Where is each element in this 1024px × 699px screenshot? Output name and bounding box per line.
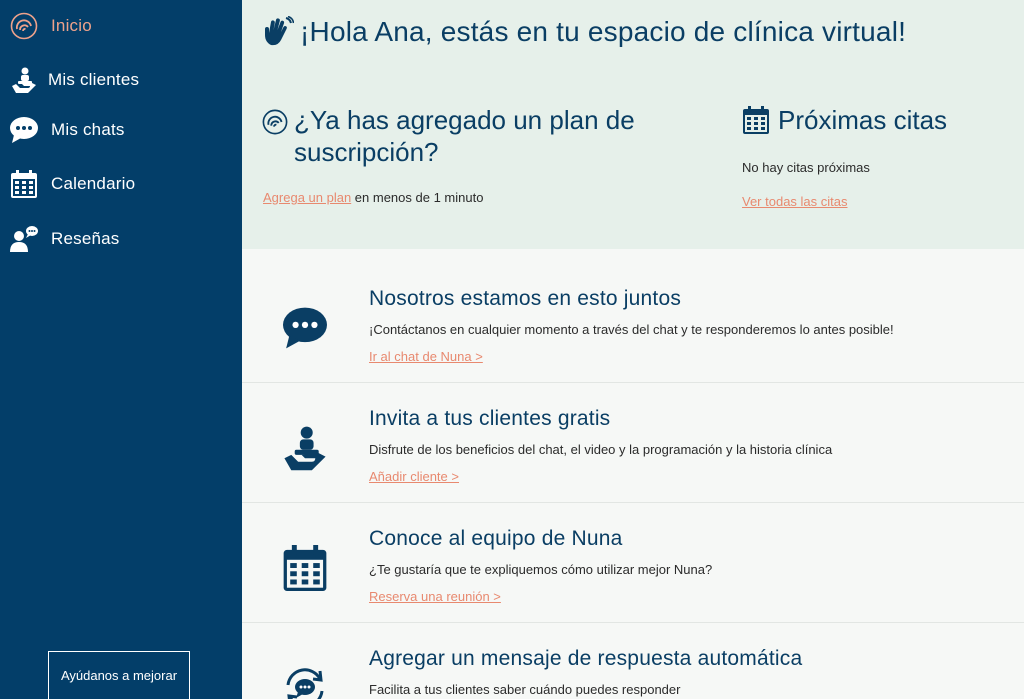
add-plan-link[interactable]: Agrega un plan	[263, 190, 352, 205]
card-title: Agregar un mensaje de respuesta automática	[369, 647, 803, 670]
sidebar-item-calendario[interactable]	[0, 164, 242, 204]
hand-person-icon	[280, 423, 330, 473]
card-text: ¿Te gustaría que te expliquemos cómo utilizar mejor Nuna?	[369, 562, 713, 577]
card-title: Invita a tus clientes gratis	[369, 407, 611, 430]
hand-person-icon	[9, 65, 39, 95]
card-text: ¡Contáctanos en cualquier momento a través del chat y te responderemos lo antes posible!	[369, 322, 894, 337]
appointments-heading: Próximas citas	[778, 104, 948, 135]
nuna-logo-icon	[9, 11, 39, 41]
card-title: Nosotros estamos en esto juntos	[369, 287, 682, 310]
card-title: Conoce al equipo de Nuna	[369, 527, 623, 550]
view-all-appointments-link[interactable]: Ver todas las citas	[742, 194, 848, 209]
welcome-panel	[242, 0, 1024, 249]
page-title: ¡Hola Ana, estás en tu espacio de clínica virtual!	[300, 16, 907, 47]
add-client-link[interactable]: Añadir cliente >	[369, 469, 459, 484]
calendar-icon	[742, 104, 770, 136]
plan-hint	[263, 190, 483, 205]
auto-reply-icon	[280, 663, 330, 699]
card-auto-reply	[242, 623, 1024, 699]
card-meet-team	[242, 503, 1024, 623]
card-text: Facilita a tus clientes saber cuándo puedes responder	[369, 682, 681, 697]
no-appointments-text: No hay citas próximas	[742, 160, 870, 175]
sidebar-item-label: Mis clientes	[48, 70, 140, 89]
chat-bubble-icon	[9, 115, 39, 145]
sidebar-item-resenas[interactable]	[0, 219, 242, 259]
waving-hand-icon	[262, 16, 294, 48]
sidebar-item-label: Mis chats	[51, 120, 125, 139]
upcoming-appointments-section	[742, 104, 1022, 209]
sidebar-item-label: Inicio	[51, 16, 92, 35]
greeting-heading	[262, 16, 906, 48]
plan-heading: ¿Ya has agregado un plan de suscripción?	[294, 105, 635, 167]
chat-bubble-icon	[280, 303, 330, 353]
card-text: Disfrute de los beneficios del chat, el video y la programación y la historia clínica	[369, 442, 833, 457]
reviews-icon	[9, 224, 39, 254]
card-contact-us	[242, 263, 1024, 383]
sidebar-item-mis-clientes[interactable]	[0, 60, 242, 100]
calendar-icon	[9, 169, 39, 199]
calendar-icon	[280, 543, 330, 593]
go-to-chat-link[interactable]: Ir al chat de Nuna >	[369, 349, 483, 364]
subscription-plan-section	[262, 104, 702, 205]
card-invite-clients	[242, 383, 1024, 503]
plan-hint-text: en menos de 1 minuto	[351, 190, 484, 205]
sidebar-item-label: Reseñas	[51, 229, 120, 248]
sidebar-item-label: Calendario	[51, 174, 136, 193]
sidebar-item-inicio[interactable]	[0, 6, 242, 46]
sidebar	[0, 0, 242, 699]
sidebar-item-mis-chats[interactable]	[0, 110, 242, 150]
main-content	[242, 0, 1024, 699]
book-meeting-link[interactable]: Reserva una reunión >	[369, 589, 501, 604]
help-improve-button[interactable]: Ayúdanos a mejorar	[48, 651, 190, 699]
nuna-logo-icon	[262, 109, 288, 135]
